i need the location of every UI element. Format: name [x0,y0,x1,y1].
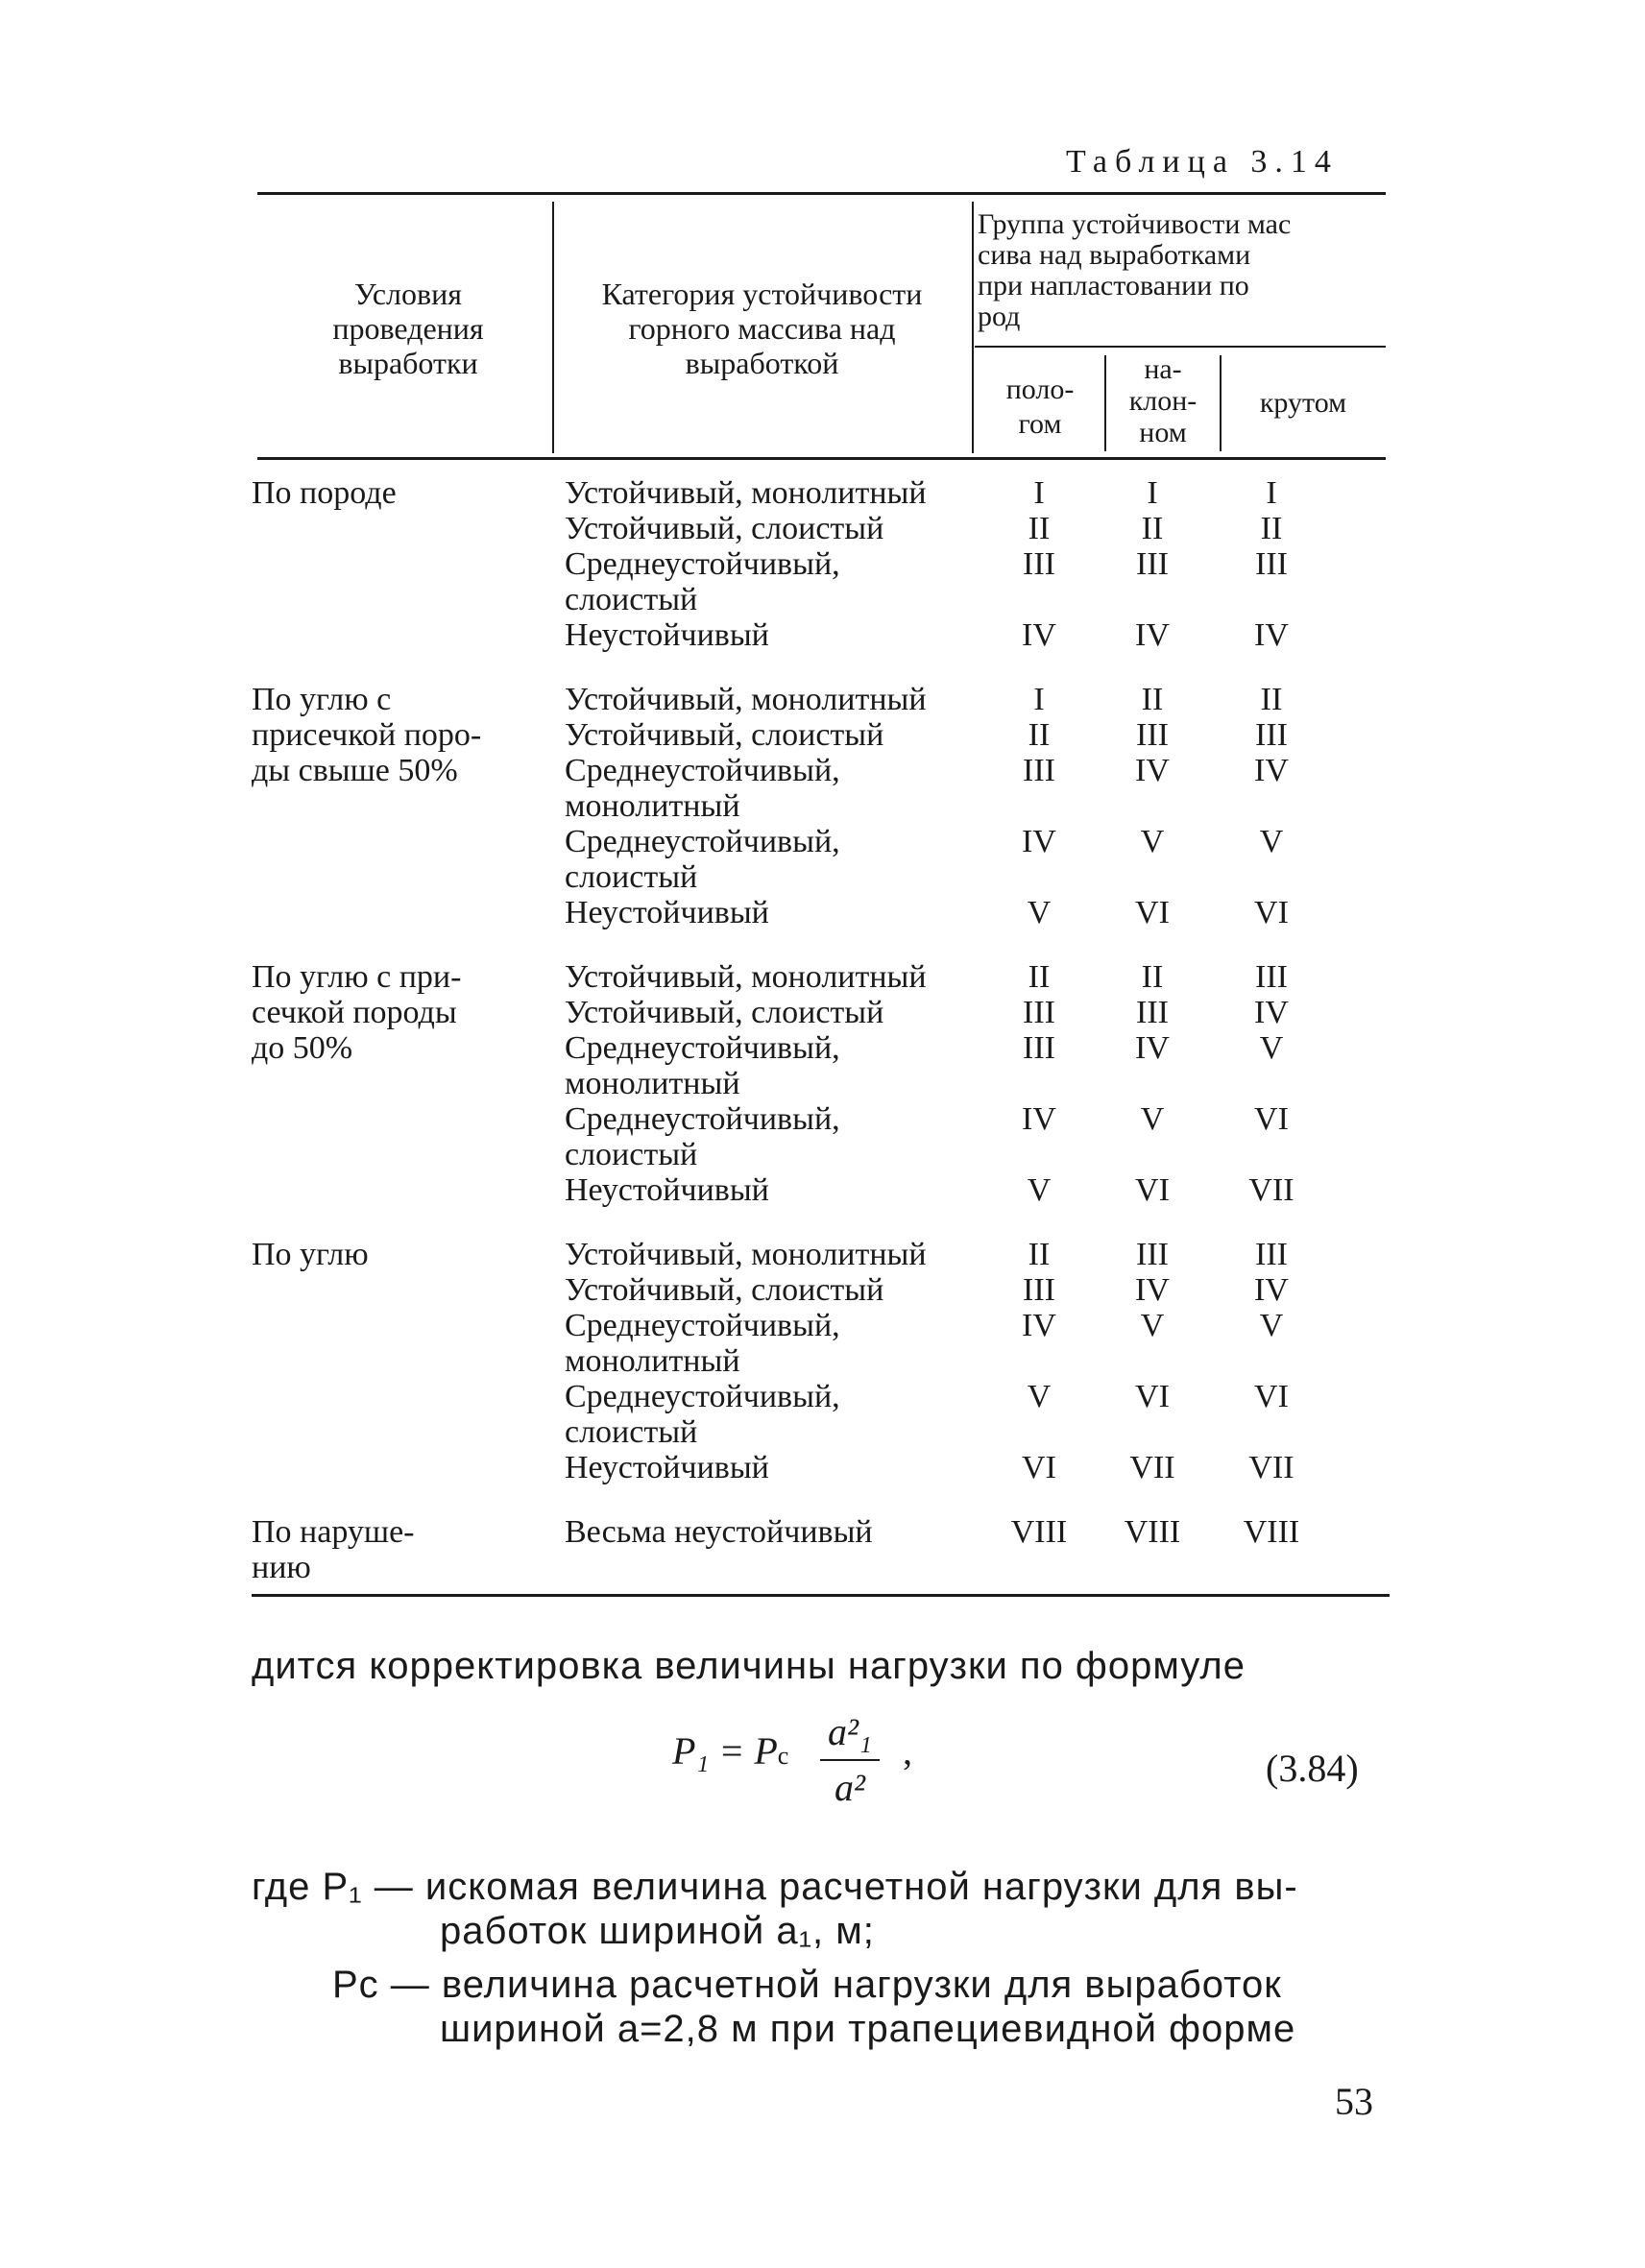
definition-line-1: где P₁ — искомая величина расчетной нагрузки для вы- [252,1866,1298,1908]
category-label: Устойчивый, монолитный [565,475,927,511]
category-label: Среднеустойчивый, [565,1308,840,1343]
category-label: слоистый [565,1137,698,1172]
category-label: Среднеустойчивый, [565,753,840,788]
stability-group-cell: III [1255,546,1288,582]
formula-numerator: a²₁ [828,1710,872,1753]
header-sub-steep: крутом [1259,387,1347,419]
stability-group-cell: V [1027,895,1052,930]
equation-number: (3.84) [1266,1747,1359,1790]
definition-line-2b: шириной a=2,8 м при трапециевидной форме [440,2008,1296,2050]
stability-group-cell: III [1255,1237,1288,1272]
stability-group-cell: I [1266,475,1277,511]
stability-group-cell: VI [1135,1379,1170,1414]
stability-group-cell: III [1136,717,1169,753]
stability-group-cell: IV [1022,824,1056,859]
stability-group-cell: IV [1022,1101,1056,1137]
definition-line-2: Pс — величина расчетной нагрузки для выработок [332,1964,1282,2006]
category-label: Устойчивый, слоистый [565,511,884,546]
stability-group-cell: IV [1022,1308,1056,1343]
header-divider-2 [972,202,974,453]
category-label: слоистый [565,859,698,895]
category-label: Неустойчивый [565,617,769,653]
stability-group-cell: I [1147,475,1158,511]
category-label: Устойчивый, слоистый [565,1272,884,1308]
condition-label: По углю с [252,682,392,717]
group-sub-rule [975,346,1386,348]
stability-group-cell: III [1023,995,1055,1030]
formula [672,1710,912,1809]
stability-group-cell: VI [1254,1101,1289,1137]
stability-group-cell: V [1140,824,1165,859]
formula-subscript: c [777,1742,789,1770]
category-label: монолитный [565,1343,740,1379]
definition-line-1b: работок шириной a₁, м; [440,1910,875,1952]
stability-group-cell: III [1255,959,1288,995]
category-label: Неустойчивый [565,895,769,930]
stability-group-cell: VI [1135,895,1170,930]
condition-label: сечкой породы [252,995,457,1030]
stability-group-cell: VII [1248,1172,1294,1208]
formula-denominator: a² [835,1766,865,1809]
condition-label: По углю с при- [252,959,462,995]
category-label: слоистый [565,1414,698,1450]
page-number: 53 [1335,2080,1373,2123]
category-label: Среднеустойчивый, [565,1030,840,1066]
stability-group-cell: VI [1254,895,1289,930]
stability-group-cell: IV [1254,1272,1289,1308]
category-label: Среднеустойчивый, [565,546,840,582]
condition-label: присечкой поро- [252,717,482,753]
stability-group-cell: II [1141,959,1164,995]
stability-group-cell: VI [1022,1450,1056,1485]
stability-group-cell: VIII [1124,1514,1181,1550]
stability-group-cell: IV [1135,1272,1170,1308]
stability-group-cell: VIII [1243,1514,1300,1550]
category-label: Устойчивый, слоистый [565,995,884,1030]
stability-group-cell: VII [1248,1450,1294,1485]
header-bottom-rule [257,457,1386,460]
category-label: Устойчивый, монолитный [565,682,927,717]
stability-group-cell: III [1136,995,1169,1030]
formula-lhs: P₁ = P [672,1729,778,1773]
condition-label: По породе [252,475,397,511]
category-label: Устойчивый, монолитный [565,1237,927,1272]
stability-group-cell: V [1259,824,1284,859]
stability-group-cell: III [1023,1030,1055,1066]
stability-group-cell: V [1259,1030,1284,1066]
formula-tail: , [903,1729,912,1773]
header-stability-group: Группа устойчивости мас сива над выработками при напластовании по род [978,208,1292,332]
stability-group-cell: III [1023,753,1055,788]
category-label: монолитный [565,1066,740,1101]
stability-group-cell: VI [1135,1172,1170,1208]
table-top-rule [257,192,1386,195]
stability-group-cell: IV [1135,753,1170,788]
stability-group-cell: IV [1022,617,1056,653]
header-category: Категория устойчивости горного массива над выработкой [601,277,923,380]
stability-group-cell: III [1023,1272,1055,1308]
category-label: Неустойчивый [565,1172,769,1208]
category-label: Среднеустойчивый, [565,824,840,859]
condition-label: По углю [252,1237,369,1272]
table-label: Таблица 3.14 [1066,144,1339,180]
stability-group-cell: V [1259,1308,1284,1343]
condition-label: ды свыше 50% [252,753,458,788]
stability-group-cell: IV [1254,753,1289,788]
category-label: Устойчивый, слоистый [565,717,884,753]
stability-group-cell: V [1027,1172,1052,1208]
category-label: монолитный [565,788,740,824]
stability-group-cell: III [1136,546,1169,582]
category-label: слоистый [565,582,698,617]
condition-label: нию [252,1550,311,1585]
stability-group-cell: IV [1135,1030,1170,1066]
category-label: Весьма неустойчивый [565,1514,873,1550]
stability-group-cell: I [1033,475,1045,511]
stability-group-cell: I [1033,682,1045,717]
stability-group-cell: V [1140,1101,1165,1137]
stability-group-cell: II [1260,511,1283,546]
stability-group-cell: II [1028,959,1051,995]
stability-group-cell: III [1023,546,1055,582]
stability-group-cell: III [1136,1237,1169,1272]
header-conditions: Условия проведения выработки [332,277,484,380]
category-label: Среднеустойчивый, [565,1379,840,1414]
stability-group-cell: V [1140,1308,1165,1343]
paragraph-line: дится корректировка величины нагрузки по формуле [252,1645,1246,1687]
category-label: Неустойчивый [565,1450,769,1485]
stability-group-cell: IV [1254,617,1289,653]
condition-label: По наруше- [252,1514,415,1550]
fraction-bar [820,1759,880,1761]
stability-group-cell: II [1141,511,1164,546]
stability-group-cell: II [1141,682,1164,717]
header-sub-gentle: поло- гом [1005,374,1075,440]
stability-group-cell: IV [1254,995,1289,1030]
stability-group-cell: VIII [1010,1514,1068,1550]
condition-label: до 50% [252,1030,353,1066]
stability-group-cell: V [1027,1379,1052,1414]
stability-group-cell: II [1028,511,1051,546]
category-label: Среднеустойчивый, [565,1101,840,1137]
stability-group-cell: VII [1129,1450,1175,1485]
stability-group-cell: III [1255,717,1288,753]
category-label: Устойчивый, монолитный [565,959,927,995]
stability-group-cell: VI [1254,1379,1289,1414]
header-sub-inclined: на- клон- ном [1128,353,1197,448]
stability-group-cell: II [1260,682,1283,717]
stability-group-cell: II [1028,717,1051,753]
stability-group-cell: IV [1135,617,1170,653]
stability-group-cell: II [1028,1237,1051,1272]
table-bottom-rule [252,1594,1390,1597]
